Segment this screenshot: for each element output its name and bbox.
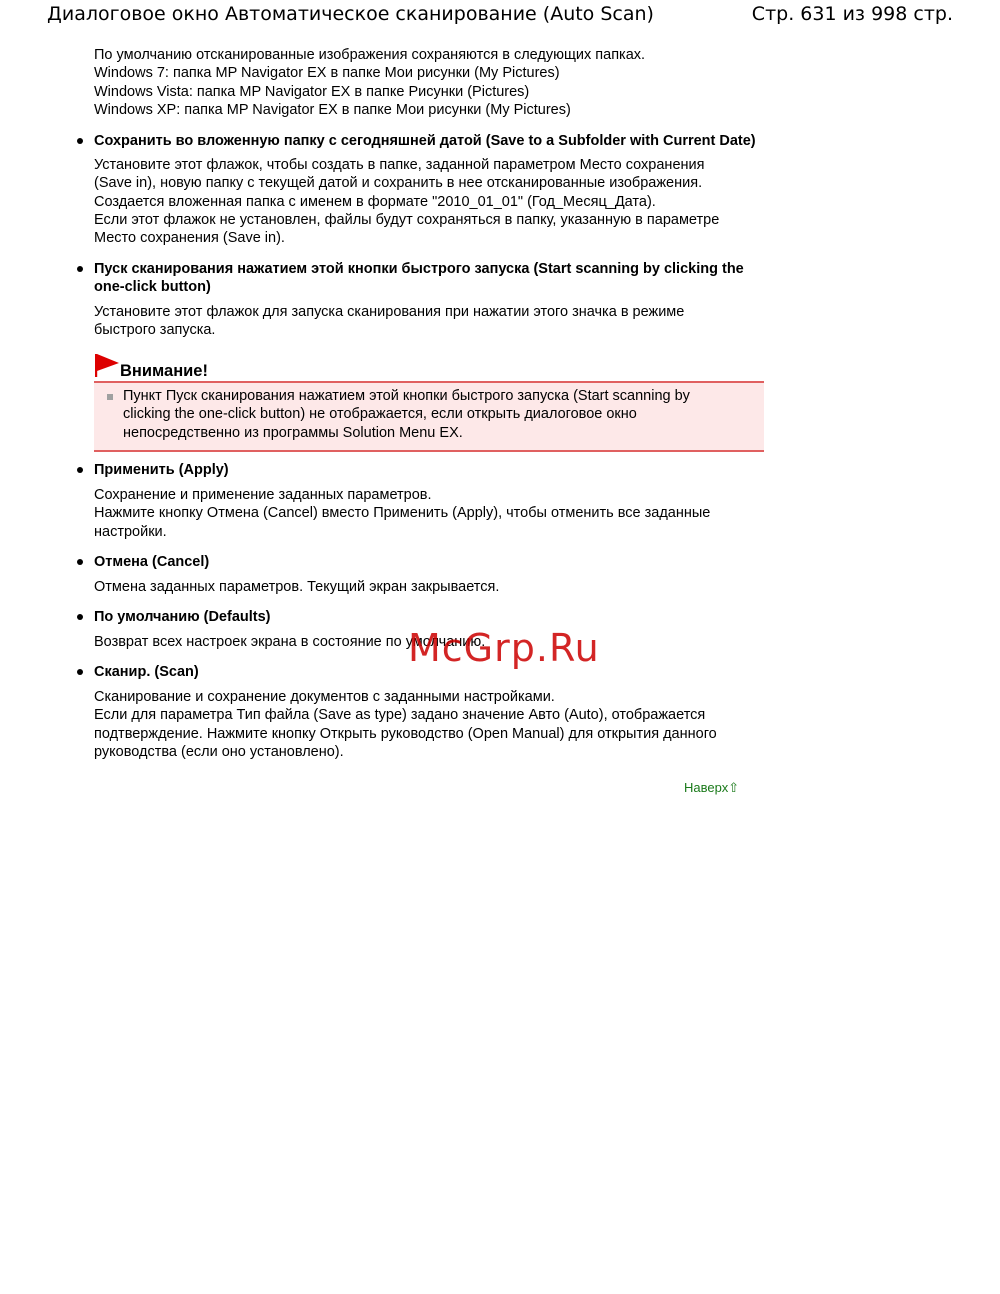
caution-title: Внимание!	[120, 362, 208, 380]
bullet-icon	[77, 669, 83, 675]
bullet-icon	[77, 614, 83, 620]
item-heading-cancel: Отмена (Cancel)	[94, 553, 774, 571]
item-heading-defaults: По умолчанию (Defaults)	[94, 608, 774, 626]
item-body-start-scanning: Установите этот флажок для запуска сканирования при нажатии этого значка в режиме быстрого запуска.	[94, 304, 685, 339]
caution-flag-icon	[94, 352, 120, 378]
caution-block	[94, 352, 764, 450]
arrow-up-icon: ⇧	[728, 780, 740, 795]
item-body-defaults: Возврат всех настроек экрана в состояние по умолчанию.	[94, 634, 486, 650]
intro-line: Windows Vista: папка MP Navigator EX в папке Рисунки (Pictures)	[94, 83, 530, 100]
bullet-icon	[77, 467, 83, 473]
back-to-top-link[interactable]	[684, 779, 739, 797]
intro-line: Windows 7: папка MP Navigator EX в папке Мои рисунки (My Pictures)	[94, 65, 560, 82]
watermark-logo: McGrp.Ru	[408, 626, 600, 670]
bullet-icon	[77, 266, 83, 272]
item-heading-apply: Применить (Apply)	[94, 461, 774, 479]
bullet-icon	[77, 559, 83, 565]
item-body-cancel: Отмена заданных параметров. Текущий экран закрывается.	[94, 579, 500, 595]
caution-text: Пункт Пуск сканирования нажатием этой кнопки быстрого запуска (Start scanning by clicking the one-click button) не отображается, если открыть диалоговое окно непосредственно из программы Solution Menu EX.	[123, 388, 690, 441]
caution-box	[94, 381, 764, 452]
page-title: Диалоговое окно Автоматическое сканирование (Auto Scan)	[47, 3, 654, 25]
page-number: Стр. 631 из 998 стр.	[751, 3, 953, 25]
item-body-apply: Сохранение и применение заданных параметров. Нажмите кнопку Отмена (Cancel) вместо Применить (Apply), чтобы отменить все заданные настройки.	[94, 487, 711, 540]
item-body-save-subfolder: Установите этот флажок, чтобы создать в папке, заданной параметром Место сохранения (Save in), новую папку с текущей датой и сохранить в нее отсканированные изображения. Создается вложенная папка с именем в формате "2010_01_01" (Год_Месяц_Дата). Если этот флажок не установлен, файлы будут сохраняться в папку, указанную в параметре Место сохранения (Save in).	[94, 157, 720, 247]
item-heading-save-subfolder: Сохранить во вложенную папку с сегодняшней датой (Save to a Subfolder with Current Date)	[94, 132, 774, 150]
square-bullet-icon	[107, 394, 113, 400]
item-body-scan: Сканирование и сохранение документов с заданными настройками. Если для параметра Тип файла (Save as type) задано значение Авто (Auto), отображается подтверждение. Нажмите кнопку Открыть руководство (Open Manual) для открытия данного руководства (если оно установлено).	[94, 689, 717, 760]
bullet-icon	[77, 138, 83, 144]
item-heading-start-scanning: Пуск сканирования нажатием этой кнопки быстрого запуска (Start scanning by clicking the one-click button)	[94, 260, 774, 297]
item-heading-scan: Сканир. (Scan)	[94, 663, 774, 681]
back-to-top-label: Наверх	[684, 780, 729, 795]
intro-line: По умолчанию отсканированные изображения сохраняются в следующих папках.	[94, 47, 646, 63]
intro-line: Windows XP: папка MP Navigator EX в папке Мои рисунки (My Pictures)	[94, 101, 571, 118]
intro-paragraph	[94, 46, 774, 119]
